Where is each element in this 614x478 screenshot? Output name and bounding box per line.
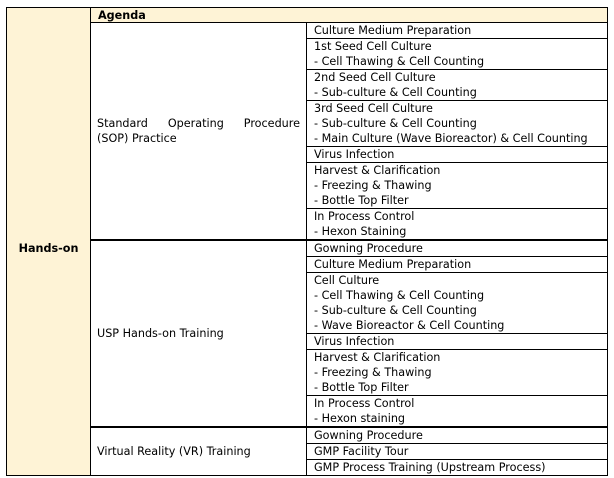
item-line: Culture Medium Preparation bbox=[314, 24, 472, 37]
item-line: - Cell Thawing & Cell Counting bbox=[314, 289, 485, 302]
list-item bbox=[307, 350, 608, 396]
item-line: 3rd Seed Cell Culture bbox=[314, 102, 433, 115]
list-item bbox=[307, 273, 608, 334]
item-line: - Hexon staining bbox=[314, 412, 406, 425]
item-line: - Bottle Top Filter bbox=[314, 194, 409, 207]
agenda-table bbox=[6, 7, 608, 476]
item-line: Gowning Procedure bbox=[314, 242, 423, 255]
item-line: - Freezing & Thawing bbox=[314, 366, 432, 379]
list-item bbox=[307, 460, 608, 476]
item-line: GMP Process Training (Upstream Process) bbox=[314, 461, 546, 474]
corner-cell bbox=[7, 8, 91, 23]
item-line: - Sub-culture & Cell Counting bbox=[314, 304, 477, 317]
list-item bbox=[307, 444, 608, 460]
item-line: - Cell Thawing & Cell Counting bbox=[314, 55, 485, 68]
item-line: Gowning Procedure bbox=[314, 429, 423, 442]
table-row bbox=[7, 23, 608, 39]
list-item bbox=[307, 396, 608, 428]
list-item bbox=[307, 147, 608, 163]
header-row bbox=[7, 8, 608, 23]
item-line: - Bottle Top Filter bbox=[314, 381, 409, 394]
item-line: 2nd Seed Cell Culture bbox=[314, 71, 436, 84]
item-line: Virus Infection bbox=[314, 335, 395, 348]
hands-on-label: Hands-on bbox=[7, 23, 91, 476]
list-item bbox=[307, 39, 608, 70]
list-item bbox=[307, 240, 608, 257]
item-line: Harvest & Clarification bbox=[314, 164, 441, 177]
group-sop: Standard Operating Procedure (SOP) Practice bbox=[91, 23, 307, 241]
list-item bbox=[307, 70, 608, 101]
list-item bbox=[307, 257, 608, 273]
item-line: - Freezing & Thawing bbox=[314, 179, 432, 192]
item-line: - Hexon Staining bbox=[314, 225, 407, 238]
item-line: In Process Control bbox=[314, 210, 415, 223]
item-line: - Main Culture (Wave Bioreactor) & Cell Counting bbox=[314, 132, 588, 145]
table-row bbox=[7, 240, 608, 257]
list-item bbox=[307, 209, 608, 241]
group-vr: Virtual Reality (VR) Training bbox=[91, 427, 307, 476]
item-line: Culture Medium Preparation bbox=[314, 258, 472, 271]
list-item bbox=[307, 23, 608, 39]
item-line: 1st Seed Cell Culture bbox=[314, 40, 432, 53]
item-line: - Sub-culture & Cell Counting bbox=[314, 117, 477, 130]
item-line: GMP Facility Tour bbox=[314, 445, 409, 458]
table-row bbox=[7, 427, 608, 444]
item-line: - Sub-culture & Cell Counting bbox=[314, 86, 477, 99]
item-line: Cell Culture bbox=[314, 274, 380, 287]
item-line: Harvest & Clarification bbox=[314, 351, 441, 364]
group-usp: USP Hands-on Training bbox=[91, 240, 307, 427]
item-line: - Wave Bioreactor & Cell Counting bbox=[314, 319, 505, 332]
list-item bbox=[307, 163, 608, 209]
list-item bbox=[307, 427, 608, 444]
item-line: In Process Control bbox=[314, 397, 415, 410]
agenda-header: Agenda bbox=[91, 8, 608, 23]
item-line: Virus Infection bbox=[314, 148, 395, 161]
list-item bbox=[307, 101, 608, 147]
list-item bbox=[307, 334, 608, 350]
